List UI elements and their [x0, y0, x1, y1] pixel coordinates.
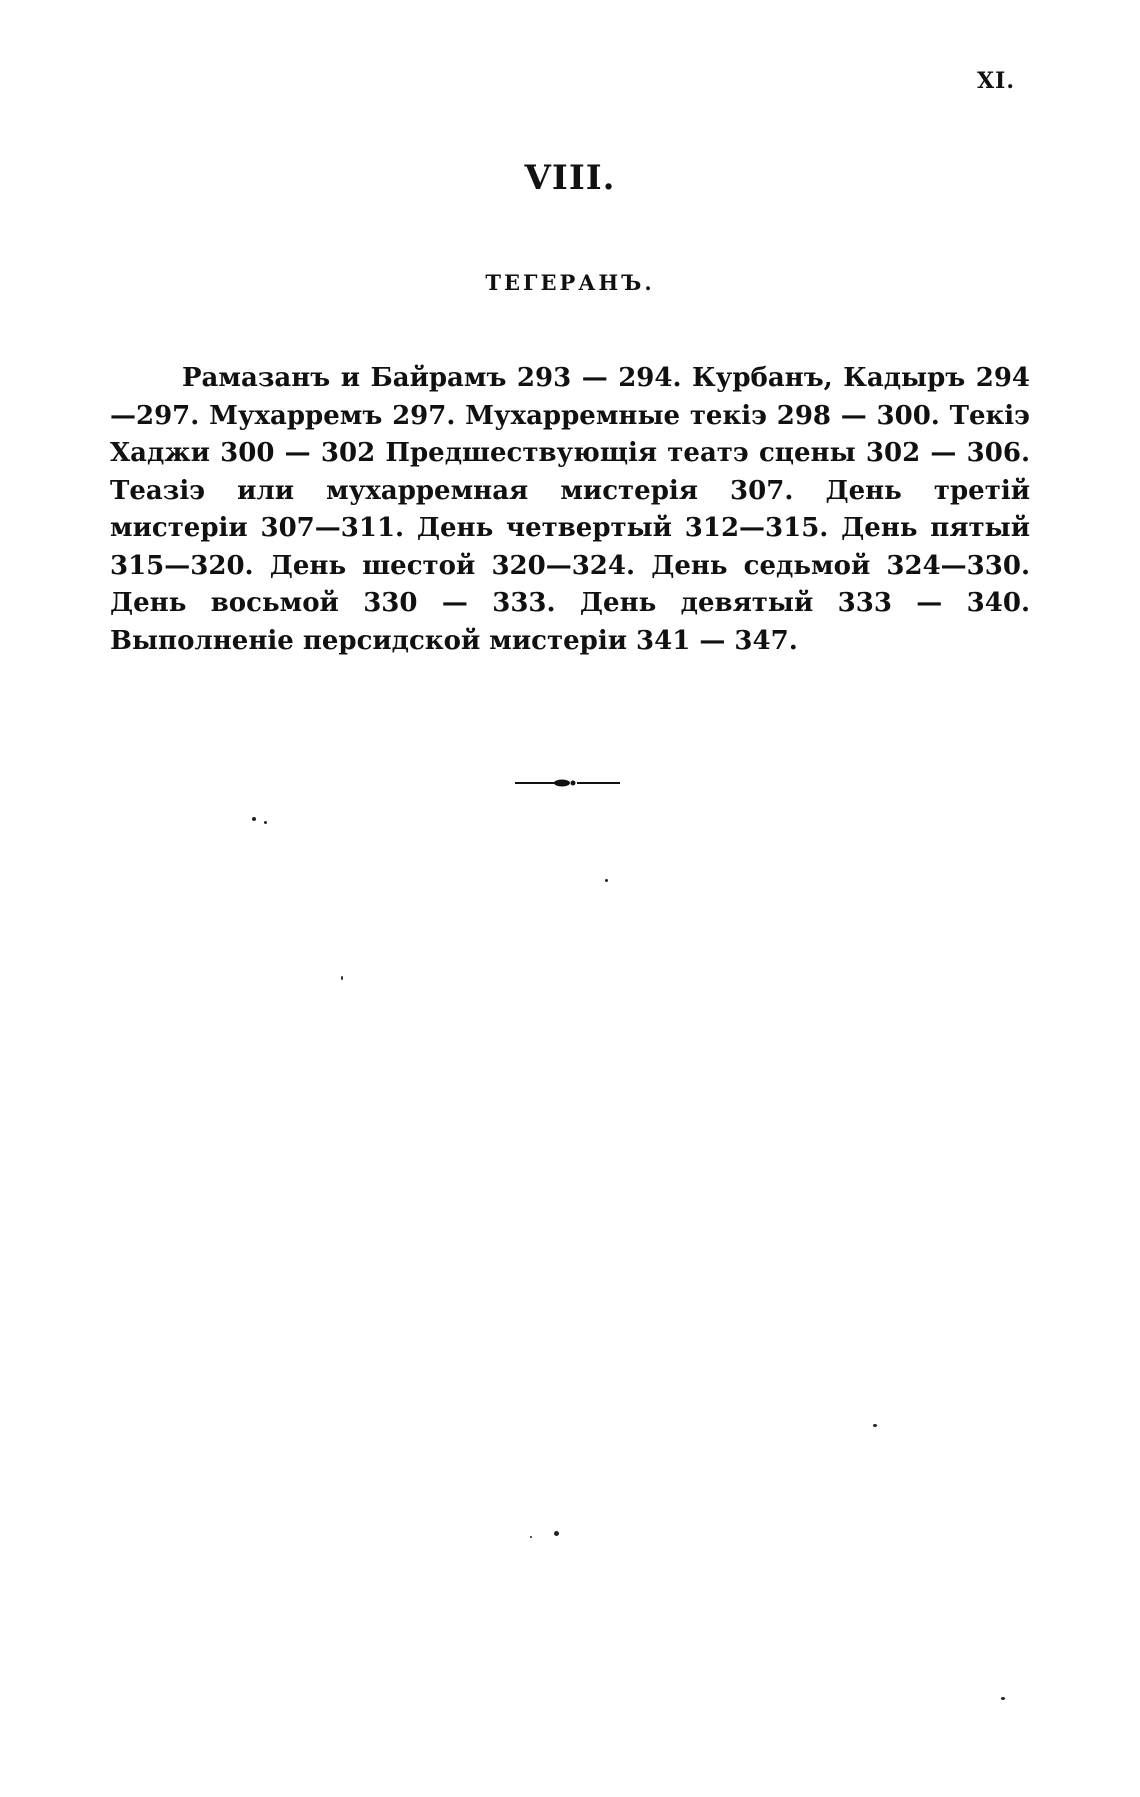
print-speck: [341, 976, 343, 980]
print-speck: [605, 879, 608, 882]
chapter-contents: Рамазанъ и Байрамъ 293 — 294. Курбанъ, Кадыръ 294—297. Мухарремъ 297. Мухарремные текiэ 298 — 300. Текiэ Хаджи 300 — 302 Предшествующiя театэ сцены 302 — 306. Теазiэ или мухарремная мистерiя 307. День третiй мистерiи 307—311. День четвертый 312—315. День пятый 315—320. День шестой 320—324. День седьмой 324—330. День восьмой 330 — 333. День девятый 333 — 340. Выполненiе персидской мистерiи 341 — 347.: [110, 363, 1030, 656]
print-speck: [873, 1424, 877, 1427]
chapter-number: VIII.: [524, 158, 616, 198]
page-number: XI.: [976, 68, 1015, 94]
print-speck: [1001, 1697, 1005, 1700]
print-speck: [264, 821, 267, 824]
print-speck: [530, 1536, 532, 1538]
chapter-title: ТЕГЕРАНЪ.: [485, 270, 655, 295]
print-speck: [252, 817, 256, 821]
ornamental-divider-icon: [515, 776, 620, 790]
print-speck: [554, 1531, 559, 1536]
